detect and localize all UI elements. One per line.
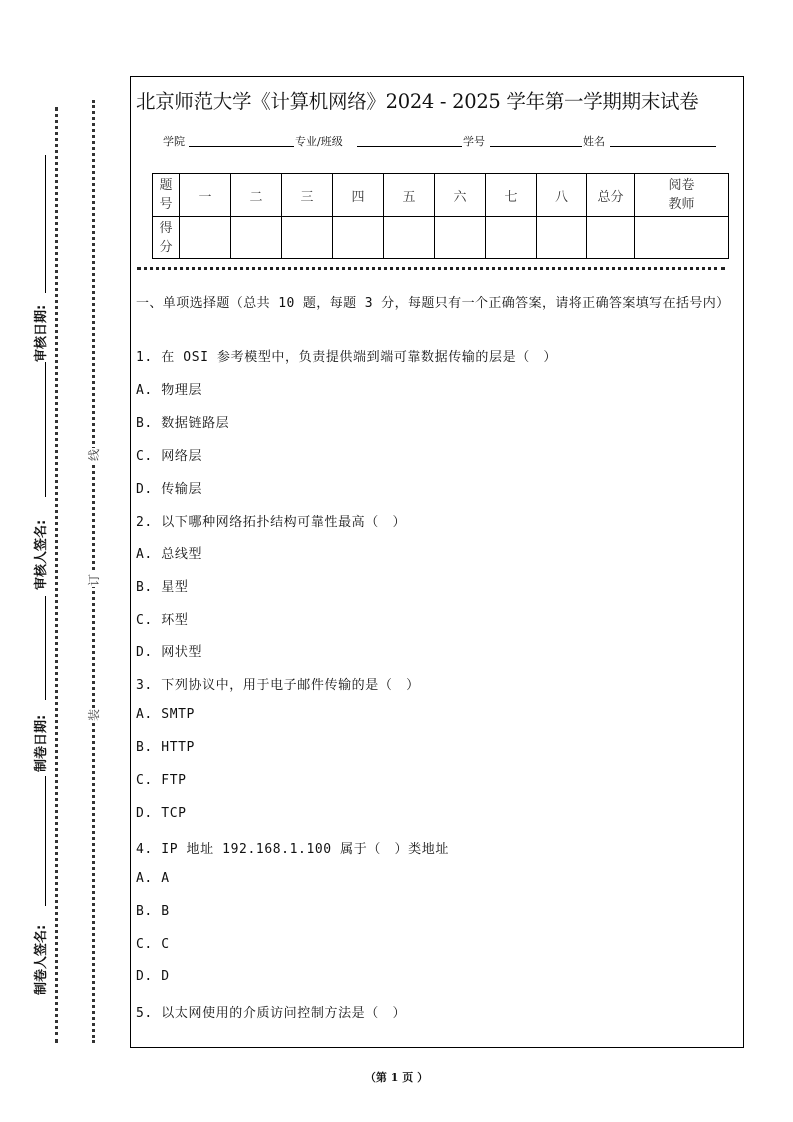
name-field[interactable] <box>610 146 716 147</box>
question-3-option-d[interactable]: D. TCP <box>136 806 187 821</box>
question-3-option-a[interactable]: A. SMTP <box>136 707 195 722</box>
name-label: 姓名 <box>583 135 605 148</box>
college-field[interactable] <box>189 146 294 147</box>
make-date-label: 制卷日期: <box>34 714 49 772</box>
question-3-option-c[interactable]: C. FTP <box>136 773 187 788</box>
score-cell-2[interactable] <box>231 217 282 259</box>
signature-line-make-date <box>45 596 46 700</box>
binding-mark-bind: 装 <box>87 709 101 722</box>
col-header-6: 六 <box>435 174 486 217</box>
maker-signature-label: 制卷人签名: <box>34 924 49 995</box>
question-1-option-c[interactable]: C. 网络层 <box>136 449 203 464</box>
reviewer-signature-label: 审核人签名: <box>34 519 49 590</box>
question-3-option-b[interactable]: B. HTTP <box>136 740 195 755</box>
score-cell-5[interactable] <box>384 217 435 259</box>
question-2-option-a[interactable]: A. 总线型 <box>136 547 203 562</box>
score-cell-8[interactable] <box>537 217 587 259</box>
question-number-row <box>153 174 729 217</box>
binding-dotted-line <box>92 100 95 1043</box>
col-header-5: 五 <box>384 174 435 217</box>
score-cell-total[interactable] <box>587 217 635 259</box>
separator-dotted-line <box>137 267 725 270</box>
question-4-stem: 4. IP 地址 192.168.1.100 属于（ ）类地址 <box>136 842 449 857</box>
col-header-3: 三 <box>282 174 333 217</box>
page-number: （第 1 页 ） <box>364 1071 429 1084</box>
binding-mark-line: 线 <box>87 449 101 462</box>
score-cell-4[interactable] <box>333 217 384 259</box>
score-cell-7[interactable] <box>486 217 537 259</box>
section-heading: 一、单项选择题（总共 10 题，每题 3 分，每题只有一个正确答案，请将正确答案填写在括号内） <box>136 296 730 311</box>
review-date-label: 审核日期: <box>34 304 49 362</box>
score-cell-1[interactable] <box>180 217 231 259</box>
question-2-stem: 2. 以下哪种网络拓扑结构可靠性最高（ ） <box>136 515 407 530</box>
question-1-stem: 1. 在 OSI 参考模型中，负责提供端到端可靠数据传输的层是（ ） <box>136 350 558 365</box>
question-1-option-d[interactable]: D. 传输层 <box>136 482 203 497</box>
question-2-option-b[interactable]: B. 星型 <box>136 580 189 595</box>
signature-line-review-date <box>45 155 46 293</box>
question-1-option-b[interactable]: B. 数据链路层 <box>136 416 230 431</box>
col-header-2: 二 <box>231 174 282 217</box>
score-row <box>153 217 729 259</box>
outer-dotted-line <box>55 107 58 1043</box>
question-1-option-a[interactable]: A. 物理层 <box>136 383 203 398</box>
score-cell-6[interactable] <box>435 217 486 259</box>
question-3-stem: 3. 下列协议中，用于电子邮件传输的是（ ） <box>136 678 420 693</box>
question-2-option-d[interactable]: D. 网状型 <box>136 645 203 660</box>
col-header-1: 一 <box>180 174 231 217</box>
binding-mark-staple: 订 <box>87 574 101 587</box>
score-cell-grader[interactable] <box>635 217 729 259</box>
question-2-option-c[interactable]: C. 环型 <box>136 613 189 628</box>
question-4-option-c[interactable]: C. C <box>136 937 170 952</box>
question-no-header: 题号 <box>153 174 180 217</box>
col-header-grader: 阅卷教师 <box>635 174 729 217</box>
major-class-field[interactable] <box>357 146 462 147</box>
col-header-4: 四 <box>333 174 384 217</box>
col-header-7: 七 <box>486 174 537 217</box>
question-4-option-a[interactable]: A. A <box>136 871 170 886</box>
signature-line-maker <box>45 776 46 906</box>
score-header: 得分 <box>153 217 180 259</box>
col-header-total: 总分 <box>587 174 635 217</box>
score-cell-3[interactable] <box>282 217 333 259</box>
score-table <box>152 173 729 259</box>
signature-line-reviewer <box>45 362 46 497</box>
major-class-label: 专业/班级 <box>295 135 343 148</box>
student-id-field[interactable] <box>490 146 582 147</box>
exam-title: 北京师范大学《计算机网络》2024 - 2025 学年第一学期期末试卷 <box>136 90 699 113</box>
question-4-option-b[interactable]: B. B <box>136 904 170 919</box>
question-5-stem: 5. 以太网使用的介质访问控制方法是（ ） <box>136 1006 407 1021</box>
student-id-label: 学号 <box>463 135 485 148</box>
college-label: 学院 <box>163 135 185 148</box>
question-4-option-d[interactable]: D. D <box>136 969 170 984</box>
col-header-8: 八 <box>537 174 587 217</box>
